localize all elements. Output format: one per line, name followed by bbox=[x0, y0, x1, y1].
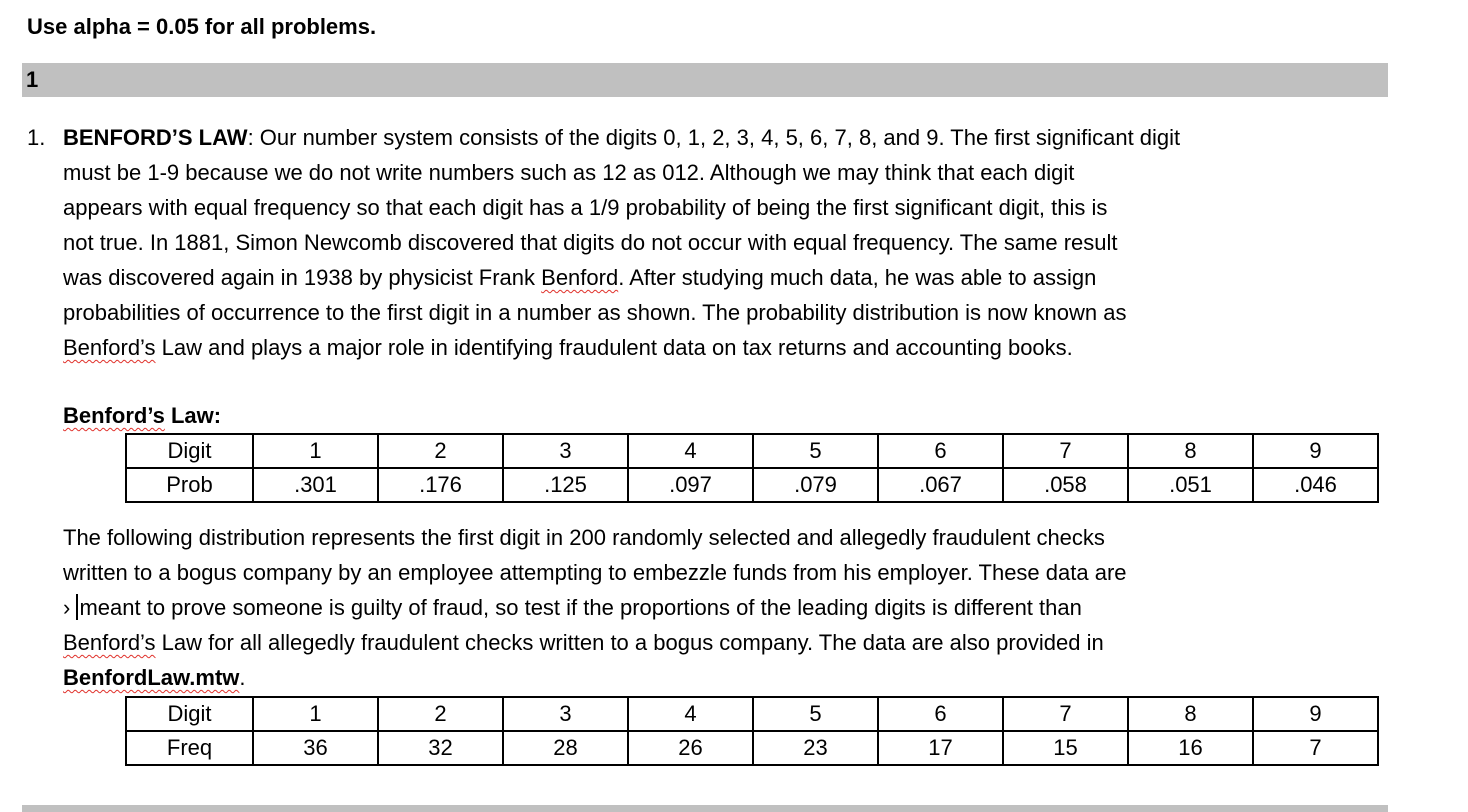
text-line: : Our number system consists of the digits 0, 1, 2, 3, 4, 5, 6, 7, 8, and 9. The first significant digit bbox=[247, 125, 1181, 150]
table-cell: 8 bbox=[1128, 434, 1253, 468]
text-line: meant to prove someone is guilty of fraud, so test if the proportions of the leading digits is different than bbox=[79, 595, 1082, 620]
problem-heading: BENFORD’S LAW bbox=[63, 125, 248, 150]
misspelled-word: Benford’s bbox=[63, 630, 156, 655]
table-cell: 15 bbox=[1003, 731, 1128, 765]
table-cell: 9 bbox=[1253, 434, 1378, 468]
problem-number: 1. bbox=[27, 125, 46, 150]
table-cell: 8 bbox=[1128, 697, 1253, 731]
table-cell: 5 bbox=[753, 697, 878, 731]
table-cell: Digit bbox=[126, 697, 253, 731]
table-cell: Freq bbox=[126, 731, 253, 765]
table-cell: .097 bbox=[628, 468, 753, 502]
text-line: Law for all allegedly fraudulent checks written to a bogus company. The data are also provided in bbox=[155, 630, 1104, 655]
section-header-bar bbox=[22, 63, 1388, 97]
table-cell: 3 bbox=[503, 697, 628, 731]
table-cell: Digit bbox=[126, 434, 253, 468]
table-cell: Prob bbox=[126, 468, 253, 502]
table-cell: 36 bbox=[253, 731, 378, 765]
table-cell: .125 bbox=[503, 468, 628, 502]
table-cell: .051 bbox=[1128, 468, 1253, 502]
text-line: written to a bogus company by an employee attempting to embezzle funds from his employer. These data are bbox=[63, 560, 1127, 585]
frequency-table bbox=[125, 696, 1379, 766]
table-cell: 7 bbox=[1003, 434, 1128, 468]
table-cell: 9 bbox=[1253, 697, 1378, 731]
table-cell: .046 bbox=[1253, 468, 1378, 502]
table-cell: 26 bbox=[628, 731, 753, 765]
label-text: Law: bbox=[164, 403, 222, 428]
misspelled-word: Benford’s bbox=[63, 403, 165, 428]
text-line: Law and plays a major role in identifying fraudulent data on tax returns and accounting books. bbox=[155, 335, 1073, 360]
table-cell: .058 bbox=[1003, 468, 1128, 502]
table-cell: .067 bbox=[878, 468, 1003, 502]
benford-probability-table bbox=[125, 433, 1379, 503]
table-cell: 4 bbox=[628, 697, 753, 731]
table-cell: 1 bbox=[253, 697, 378, 731]
fraud-description bbox=[63, 520, 1127, 695]
instructions: Use alpha = 0.05 for all problems. bbox=[27, 14, 377, 39]
text-line: . bbox=[239, 665, 246, 690]
table-cell: 3 bbox=[503, 434, 628, 468]
table-cell: 4 bbox=[628, 434, 753, 468]
table-row bbox=[126, 468, 1378, 502]
table-row bbox=[126, 697, 1378, 731]
paragraph-mark-icon: › bbox=[63, 595, 71, 620]
data-file-name: BenfordLaw.mtw bbox=[63, 665, 240, 690]
table-cell: 5 bbox=[753, 434, 878, 468]
table-cell: 7 bbox=[1003, 697, 1128, 731]
text-line: . After studying much data, he was able to assign bbox=[618, 265, 1097, 290]
table-cell: .079 bbox=[753, 468, 878, 502]
text-line: not true. In 1881, Simon Newcomb discovered that digits do not occur with equal frequency. The same result bbox=[63, 230, 1118, 255]
table-cell: 2 bbox=[378, 697, 503, 731]
misspelled-word: Benford’s bbox=[63, 335, 156, 360]
table-row bbox=[126, 434, 1378, 468]
next-section-bar bbox=[22, 805, 1388, 812]
text-line: must be 1-9 because we do not write numbers such as 12 as 012. Although we may think that each digit bbox=[63, 160, 1075, 185]
table-cell: 32 bbox=[378, 731, 503, 765]
table-cell: 1 bbox=[253, 434, 378, 468]
misspelled-word: Benford bbox=[541, 265, 619, 290]
table-cell: .301 bbox=[253, 468, 378, 502]
table-cell: 6 bbox=[878, 697, 1003, 731]
text-line: probabilities of occurrence to the first digit in a number as shown. The probability distribution is now known as bbox=[63, 300, 1127, 325]
table-cell: 23 bbox=[753, 731, 878, 765]
text-line: The following distribution represents the first digit in 200 randomly selected and allegedly fraudulent checks bbox=[63, 525, 1105, 550]
table-cell: 16 bbox=[1128, 731, 1253, 765]
text-line: appears with equal frequency so that each digit has a 1/9 probability of being the first significant digit, this is bbox=[63, 195, 1108, 220]
text-line: was discovered again in 1938 by physicist Frank bbox=[63, 265, 542, 290]
table-cell: 28 bbox=[503, 731, 628, 765]
table-cell: 7 bbox=[1253, 731, 1378, 765]
section-number: 1 bbox=[26, 67, 39, 92]
table-cell: 2 bbox=[378, 434, 503, 468]
table-cell: 6 bbox=[878, 434, 1003, 468]
problem-intro bbox=[63, 120, 1180, 365]
table-cell: 17 bbox=[878, 731, 1003, 765]
benford-table-label bbox=[63, 398, 221, 433]
table-row bbox=[126, 731, 1378, 765]
table-cell: .176 bbox=[378, 468, 503, 502]
